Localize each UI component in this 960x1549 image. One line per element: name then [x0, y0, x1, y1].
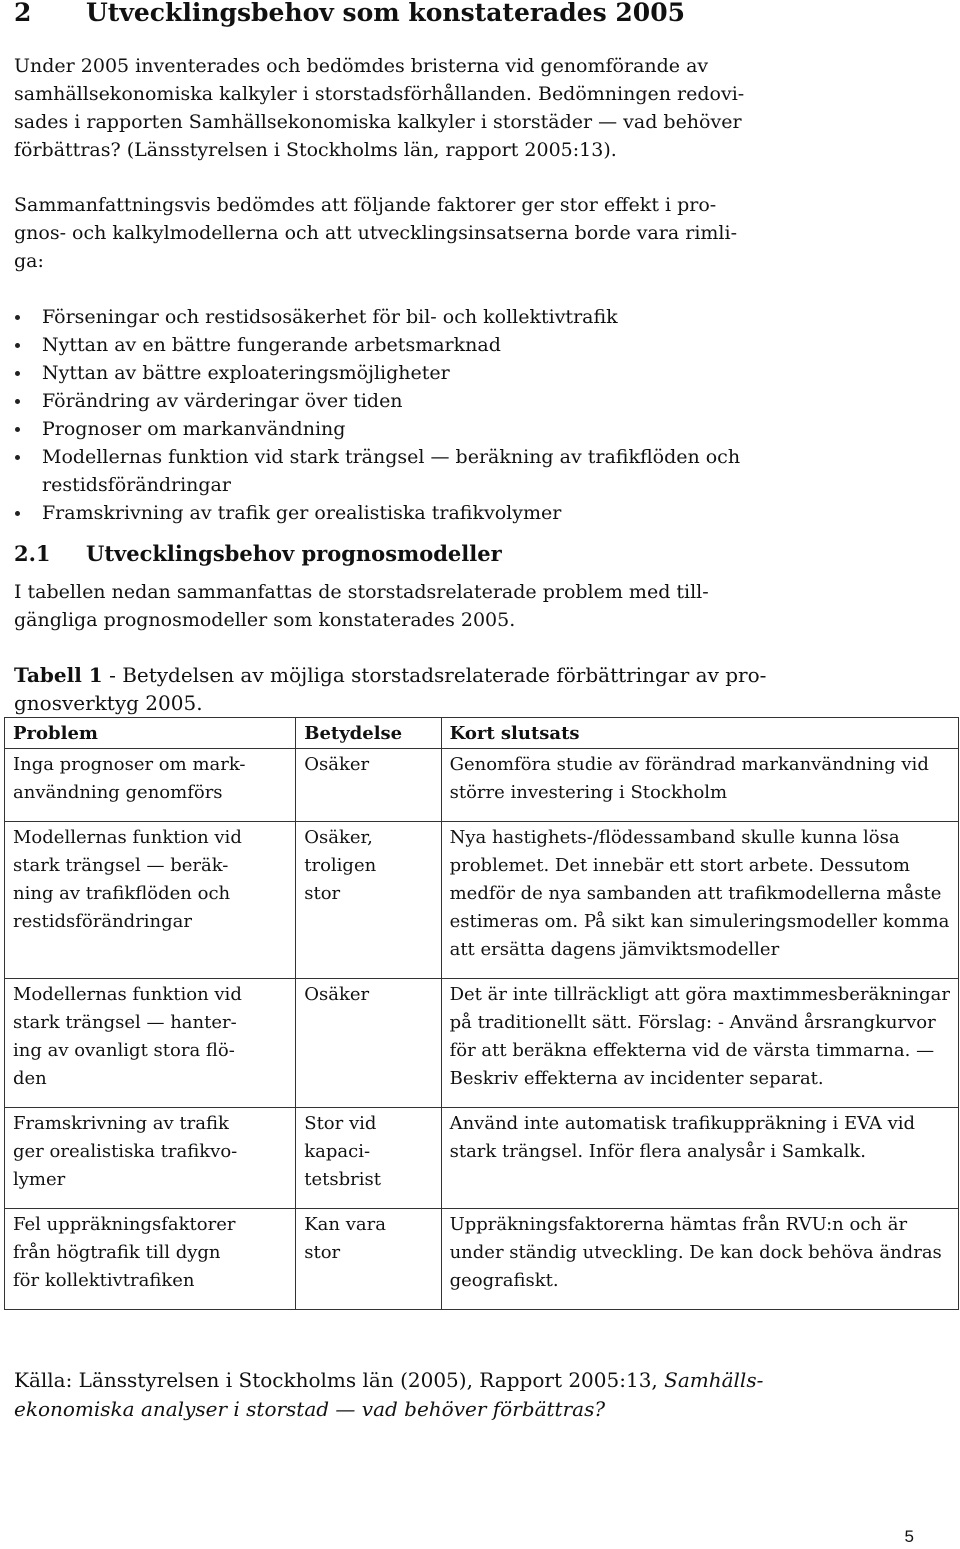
factor-list	[14, 303, 774, 527]
cell-line: för att beräkna effekterna vid de värsta timmarna. —	[449, 1040, 935, 1061]
source-prefix: Källa: Länsstyrelsen i Stockholms län (2005), Rapport 2005:13,	[14, 1368, 665, 1392]
table-row	[5, 1209, 959, 1310]
table-caption	[14, 661, 774, 717]
cell-line: under ständig utveckling. De kan dock behöva ändras	[449, 1242, 942, 1263]
bullet-icon	[15, 427, 20, 432]
conclusion-cell	[441, 1108, 958, 1209]
column-header-betydelse: Betydelse	[296, 718, 441, 749]
list-item	[14, 443, 774, 499]
subsection-title: Utvecklingsbehov prognosmodeller	[86, 541, 502, 566]
cell-line: större investering i Stockholm	[449, 782, 728, 803]
bullet-icon	[15, 315, 20, 320]
cell-line: ger orealistiska trafikvo-	[13, 1141, 238, 1162]
data-table	[4, 717, 959, 1310]
cell-line: troligen	[304, 855, 377, 876]
list-item-text: Förändring av värderingar över tiden	[42, 390, 403, 412]
cell-line: Uppräkningsfaktorerna hämtas från RVU:n och är	[449, 1214, 908, 1235]
text-line: samhällsekonomiska kalkyler i storstadsförhållanden. Bedömningen redovi-	[14, 83, 745, 105]
cell-line: användning genomförs	[13, 782, 223, 803]
column-header-slutsats: Kort slutsats	[441, 718, 958, 749]
cell-line: Genomföra studie av förändrad markanvändning vid	[449, 754, 929, 775]
cell-line: stor	[304, 883, 341, 904]
caption-line: gnosverktyg 2005.	[14, 691, 203, 715]
text-line: ga:	[14, 250, 44, 272]
list-item-text: Nyttan av en bättre fungerande arbetsmarknad	[42, 334, 501, 356]
cell-line: från högtrafik till dygn	[13, 1242, 221, 1263]
cell-line: Kan vara	[304, 1214, 386, 1235]
problem-cell	[5, 1108, 296, 1209]
list-item-text: Prognoser om markanvändning	[42, 418, 346, 440]
conclusion-cell	[441, 979, 958, 1108]
bullet-icon	[15, 399, 20, 404]
caption-text: - Betydelsen av möjliga storstadsrelaterade förbättringar av pro-	[102, 663, 767, 687]
cell-line: ning av trafikflöden och	[13, 883, 231, 904]
intro-paragraph	[14, 52, 754, 164]
cell-line: Nya hastighets-/flödessamband skulle kunna lösa	[449, 827, 900, 848]
cell-line: problemet. Det innebär ett stort arbete. Dessutom	[449, 855, 910, 876]
table-row	[5, 822, 959, 979]
cell-line: medför de nya sambanden att trafikmodellerna måste	[449, 883, 942, 904]
page-number: 5	[904, 1527, 914, 1546]
cell-line: Använd inte automatisk trafikuppräkning i EVA vid	[449, 1113, 916, 1134]
table-header-row	[5, 718, 959, 749]
cell-line: Osäker	[304, 984, 370, 1005]
cell-line: Inga prognoser om mark-	[13, 754, 246, 775]
text-line: gängliga prognosmodeller som konstaterades 2005.	[14, 609, 516, 631]
cell-line: Det är inte tillräckligt att göra maxtimmesberäkningar	[449, 984, 950, 1005]
source-title: Samhälls-	[664, 1368, 764, 1392]
cell-line: för kollektivtrafiken	[13, 1270, 195, 1291]
summary-paragraph	[14, 191, 754, 275]
caption-line	[14, 661, 774, 689]
list-item-text: Nyttan av bättre exploateringsmöjligheter	[42, 362, 450, 384]
cell-line: Modellernas funktion vid	[13, 984, 242, 1005]
significance-cell	[296, 749, 441, 822]
list-item	[14, 415, 774, 443]
column-header-problem: Problem	[5, 718, 296, 749]
cell-line: stark trängsel — beräk-	[13, 855, 229, 876]
source-line	[14, 1395, 763, 1424]
cell-line: stor	[304, 1242, 341, 1263]
significance-cell	[296, 1108, 441, 1209]
list-item	[14, 499, 774, 527]
cell-line: den	[13, 1068, 47, 1089]
significance-cell	[296, 979, 441, 1108]
text-line: Sammanfattningsvis bedömdes att följande faktorer ger stor effekt i pro-	[14, 194, 717, 216]
section-title: Utvecklingsbehov som konstaterades 2005	[86, 0, 685, 27]
list-item	[14, 331, 774, 359]
conclusion-cell	[441, 822, 958, 979]
list-item-text: Förseningar och restidsosäkerhet för bil- och kollektivtrafik	[42, 306, 618, 328]
cell-line: kapaci-	[304, 1141, 371, 1162]
conclusion-cell	[441, 749, 958, 822]
bullet-icon	[15, 455, 20, 460]
list-item-text: restidsförändringar	[42, 474, 231, 496]
cell-line: Fel uppräkningsfaktorer	[13, 1214, 236, 1235]
cell-line: stark trängsel — hanter-	[13, 1012, 237, 1033]
text-line: gnos- och kalkylmodellerna och att utvecklingsinsatserna borde vara rimli-	[14, 222, 737, 244]
cell-line: Modellernas funktion vid	[13, 827, 242, 848]
text-line: I tabellen nedan sammanfattas de storstadsrelaterade problem med till-	[14, 581, 709, 603]
bullet-icon	[15, 343, 20, 348]
cell-line: lymer	[13, 1169, 66, 1190]
subsection-intro	[14, 578, 754, 634]
conclusion-cell	[441, 1209, 958, 1310]
table-row	[5, 1108, 959, 1209]
list-item	[14, 387, 774, 415]
text-line: förbättras? (Länsstyrelsen i Stockholms län, rapport 2005:13).	[14, 139, 617, 161]
cell-line: ing av ovanligt stora flö-	[13, 1040, 235, 1061]
cell-line: på traditionellt sätt. Förslag: - Använd årsrangkurvor	[449, 1012, 936, 1033]
source-note	[14, 1366, 763, 1424]
cell-line: Stor vid	[304, 1113, 377, 1134]
significance-cell	[296, 822, 441, 979]
cell-line: Framskrivning av trafik	[13, 1113, 229, 1134]
significance-cell	[296, 1209, 441, 1310]
list-item-text: Framskrivning av trafik ger orealistiska trafikvolymer	[42, 502, 562, 524]
text-line: Under 2005 inventerades och bedömdes bristerna vid genomförande av	[14, 55, 709, 77]
cell-line: stark trängsel. Inför flera analysår i Samkalk.	[449, 1141, 866, 1162]
list-item	[14, 303, 774, 331]
problem-cell	[5, 1209, 296, 1310]
section-heading	[14, 0, 685, 27]
source-title: ekonomiska analyser i storstad — vad behöver förbättras?	[14, 1397, 606, 1421]
cell-line: att ersätta dagens jämviktsmodeller	[449, 939, 780, 960]
subsection-heading	[14, 541, 502, 566]
table-row	[5, 979, 959, 1108]
caption-label: Tabell 1	[14, 663, 103, 687]
source-line	[14, 1366, 763, 1395]
problem-cell	[5, 822, 296, 979]
cell-line: estimeras om. På sikt kan simuleringsmodeller komma	[449, 911, 950, 932]
text-line: sades i rapporten Samhällsekonomiska kalkyler i storstäder — vad behöver	[14, 111, 742, 133]
cell-line: geografiskt.	[449, 1270, 559, 1291]
problem-cell	[5, 979, 296, 1108]
section-number: 2	[14, 0, 32, 27]
bullet-icon	[15, 511, 20, 516]
list-item-text: Modellernas funktion vid stark trängsel — beräkning av trafikflöden och	[42, 446, 741, 468]
cell-line: Osäker,	[304, 827, 373, 848]
cell-line: Osäker	[304, 754, 370, 775]
bullet-icon	[15, 371, 20, 376]
list-item	[14, 359, 774, 387]
subsection-number: 2.1	[14, 541, 51, 566]
table-row	[5, 749, 959, 822]
problem-cell	[5, 749, 296, 822]
cell-line: restidsförändringar	[13, 911, 193, 932]
cell-line: Beskriv effekterna av incidenter separat.	[449, 1068, 824, 1089]
cell-line: tetsbrist	[304, 1169, 381, 1190]
